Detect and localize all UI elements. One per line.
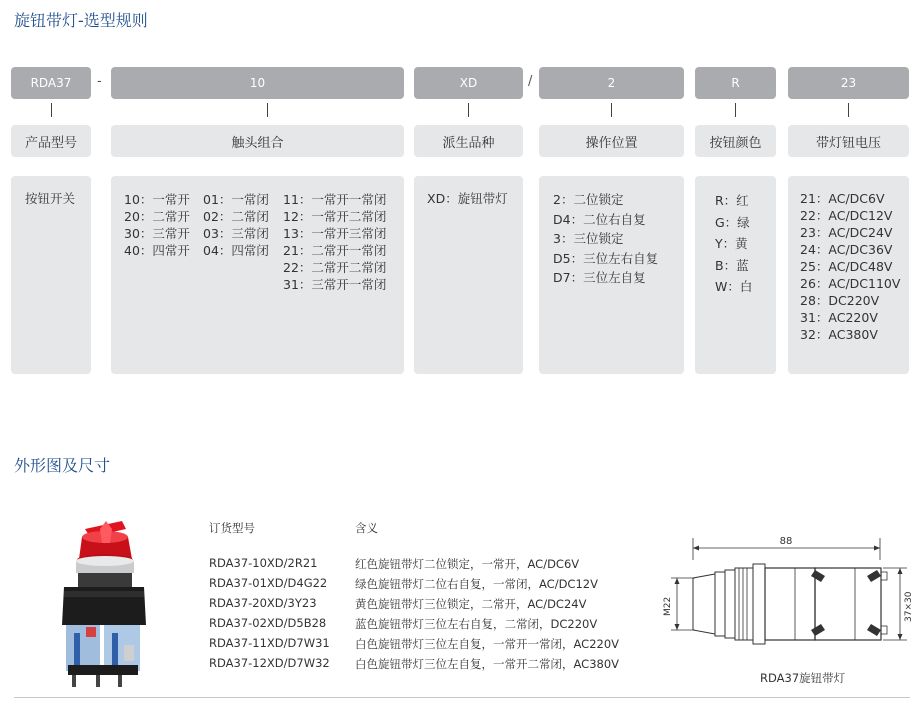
section-title-selection: 旋钮带灯-选型规则: [14, 11, 148, 30]
detail-line: 21：二常开一常闭: [283, 243, 387, 258]
code-box-position: 2: [539, 67, 684, 99]
detail-line: 2：二位锁定: [553, 192, 624, 207]
code-box-type: XD: [414, 67, 523, 99]
detail-box-model: [11, 176, 91, 374]
detail-line: D7：三位左自复: [553, 270, 646, 285]
detail-line: 32：AC380V: [800, 327, 878, 342]
dimension-drawing: [655, 530, 920, 660]
connector-tick: [267, 103, 268, 117]
order-code: RDA37-01XD/D4G22: [209, 576, 328, 590]
detail-box-color: [695, 176, 776, 374]
detail-line: G：绿: [715, 214, 750, 230]
connector-tick: [51, 103, 52, 117]
detail-line: 按钮开关: [25, 191, 76, 206]
order-code: RDA37-12XD/D7W32: [209, 656, 330, 670]
detail-box-position: [539, 176, 684, 374]
detail-line: B：蓝: [715, 257, 749, 273]
connector-tick: [735, 103, 736, 117]
detail-line: 13：一常开三常闭: [283, 226, 387, 241]
connector-tick: [848, 103, 849, 117]
order-code: RDA37-10XD/2R21: [209, 556, 318, 570]
order-code: RDA37-02XD/D5B28: [209, 616, 327, 630]
detail-line: 22：AC/DC12V: [800, 208, 893, 223]
detail-line: 26：AC/DC110V: [800, 276, 901, 291]
order-meaning: 黄色旋钮带灯三位锁定，二常开，AC/DC24V: [355, 597, 587, 611]
label-color: 按钮颜色: [695, 125, 776, 157]
section-title-dimensions: 外形图及尺寸: [14, 456, 111, 475]
order-col-code-header: 订货型号: [209, 521, 255, 535]
detail-line: W：白: [715, 279, 753, 294]
detail-line: 10：一常开: [124, 192, 190, 207]
order-meaning: 绿色旋钮带灯二位右自复，一常闭，AC/DC12V: [355, 577, 598, 591]
detail-line: 3：三位锁定: [553, 231, 624, 246]
order-meaning: 蓝色旋钮带灯三位左右自复，二常闭，DC220V: [355, 617, 598, 631]
label-contacts: 触头组合: [111, 125, 404, 157]
detail-line: 40：四常开: [124, 243, 190, 258]
detail-line: Y：黄: [715, 236, 748, 251]
dim-thread-label: M22: [663, 596, 673, 616]
detail-line: 03：三常闭: [203, 226, 269, 241]
code-box-color: R: [695, 67, 776, 99]
detail-line: 21：AC/DC6V: [800, 191, 885, 206]
drawing-caption-text: RDA37旋钮带灯: [760, 671, 846, 685]
label-voltage: 带灯钮电压: [788, 125, 909, 157]
detail-line: 25：AC/DC48V: [800, 259, 893, 274]
label-position: 操作位置: [539, 125, 684, 157]
separator-slash: /: [528, 74, 533, 89]
detail-box-type: [414, 176, 523, 374]
detail-line: R：红: [715, 193, 749, 208]
detail-line: 28：DC220V: [800, 293, 880, 308]
detail-line: 11：一常开一常闭: [283, 192, 387, 207]
order-code: RDA37-20XD/3Y23: [209, 596, 317, 610]
detail-line: 24：AC/DC36V: [800, 242, 893, 257]
order-code: RDA37-11XD/D7W31: [209, 636, 330, 650]
detail-line: 04：四常闭: [203, 243, 269, 258]
order-meaning: 红色旋钮带灯二位锁定，一常开，AC/DC6V: [355, 557, 580, 571]
label-model: 产品型号: [11, 125, 91, 157]
order-meaning: 白色旋钮带灯三位左自复，一常开二常闭，AC380V: [355, 657, 620, 671]
detail-box-contacts: [111, 176, 404, 374]
detail-line: D5：三位左右自复: [553, 250, 659, 266]
detail-line: 20：二常开: [124, 209, 190, 224]
code-box-contacts: 10: [111, 67, 404, 99]
label-type: 派生品种: [414, 125, 523, 157]
code-box-model: RDA37: [11, 67, 91, 99]
dim-length-label: 88: [779, 536, 793, 547]
order-meaning: 白色旋钮带灯三位左自复，一常开一常闭，AC220V: [355, 637, 620, 651]
separator-dash: -: [97, 74, 102, 89]
product-image: [52, 515, 152, 690]
detail-line: 23：AC/DC24V: [800, 225, 893, 240]
connector-tick: [468, 103, 469, 117]
bottom-divider: [14, 697, 910, 698]
detail-line: 12：一常开二常闭: [283, 209, 387, 224]
connector-tick: [611, 103, 612, 117]
detail-line: 22：二常开二常闭: [283, 260, 387, 275]
detail-line: 30：三常开: [124, 226, 190, 241]
order-col-meaning-header: 含义: [355, 521, 378, 535]
dim-body-label: 37×30: [904, 591, 914, 622]
detail-box-voltage: [788, 176, 909, 374]
code-box-voltage: 23: [788, 67, 909, 99]
detail-line: 31：AC220V: [800, 310, 878, 325]
detail-line: D4：二位右自复: [553, 211, 646, 227]
detail-line: 01：一常闭: [203, 192, 269, 207]
detail-line: XD：旋钮带灯: [427, 191, 508, 206]
detail-line: 31：三常开一常闭: [283, 277, 387, 292]
detail-line: 02：二常闭: [203, 209, 269, 224]
